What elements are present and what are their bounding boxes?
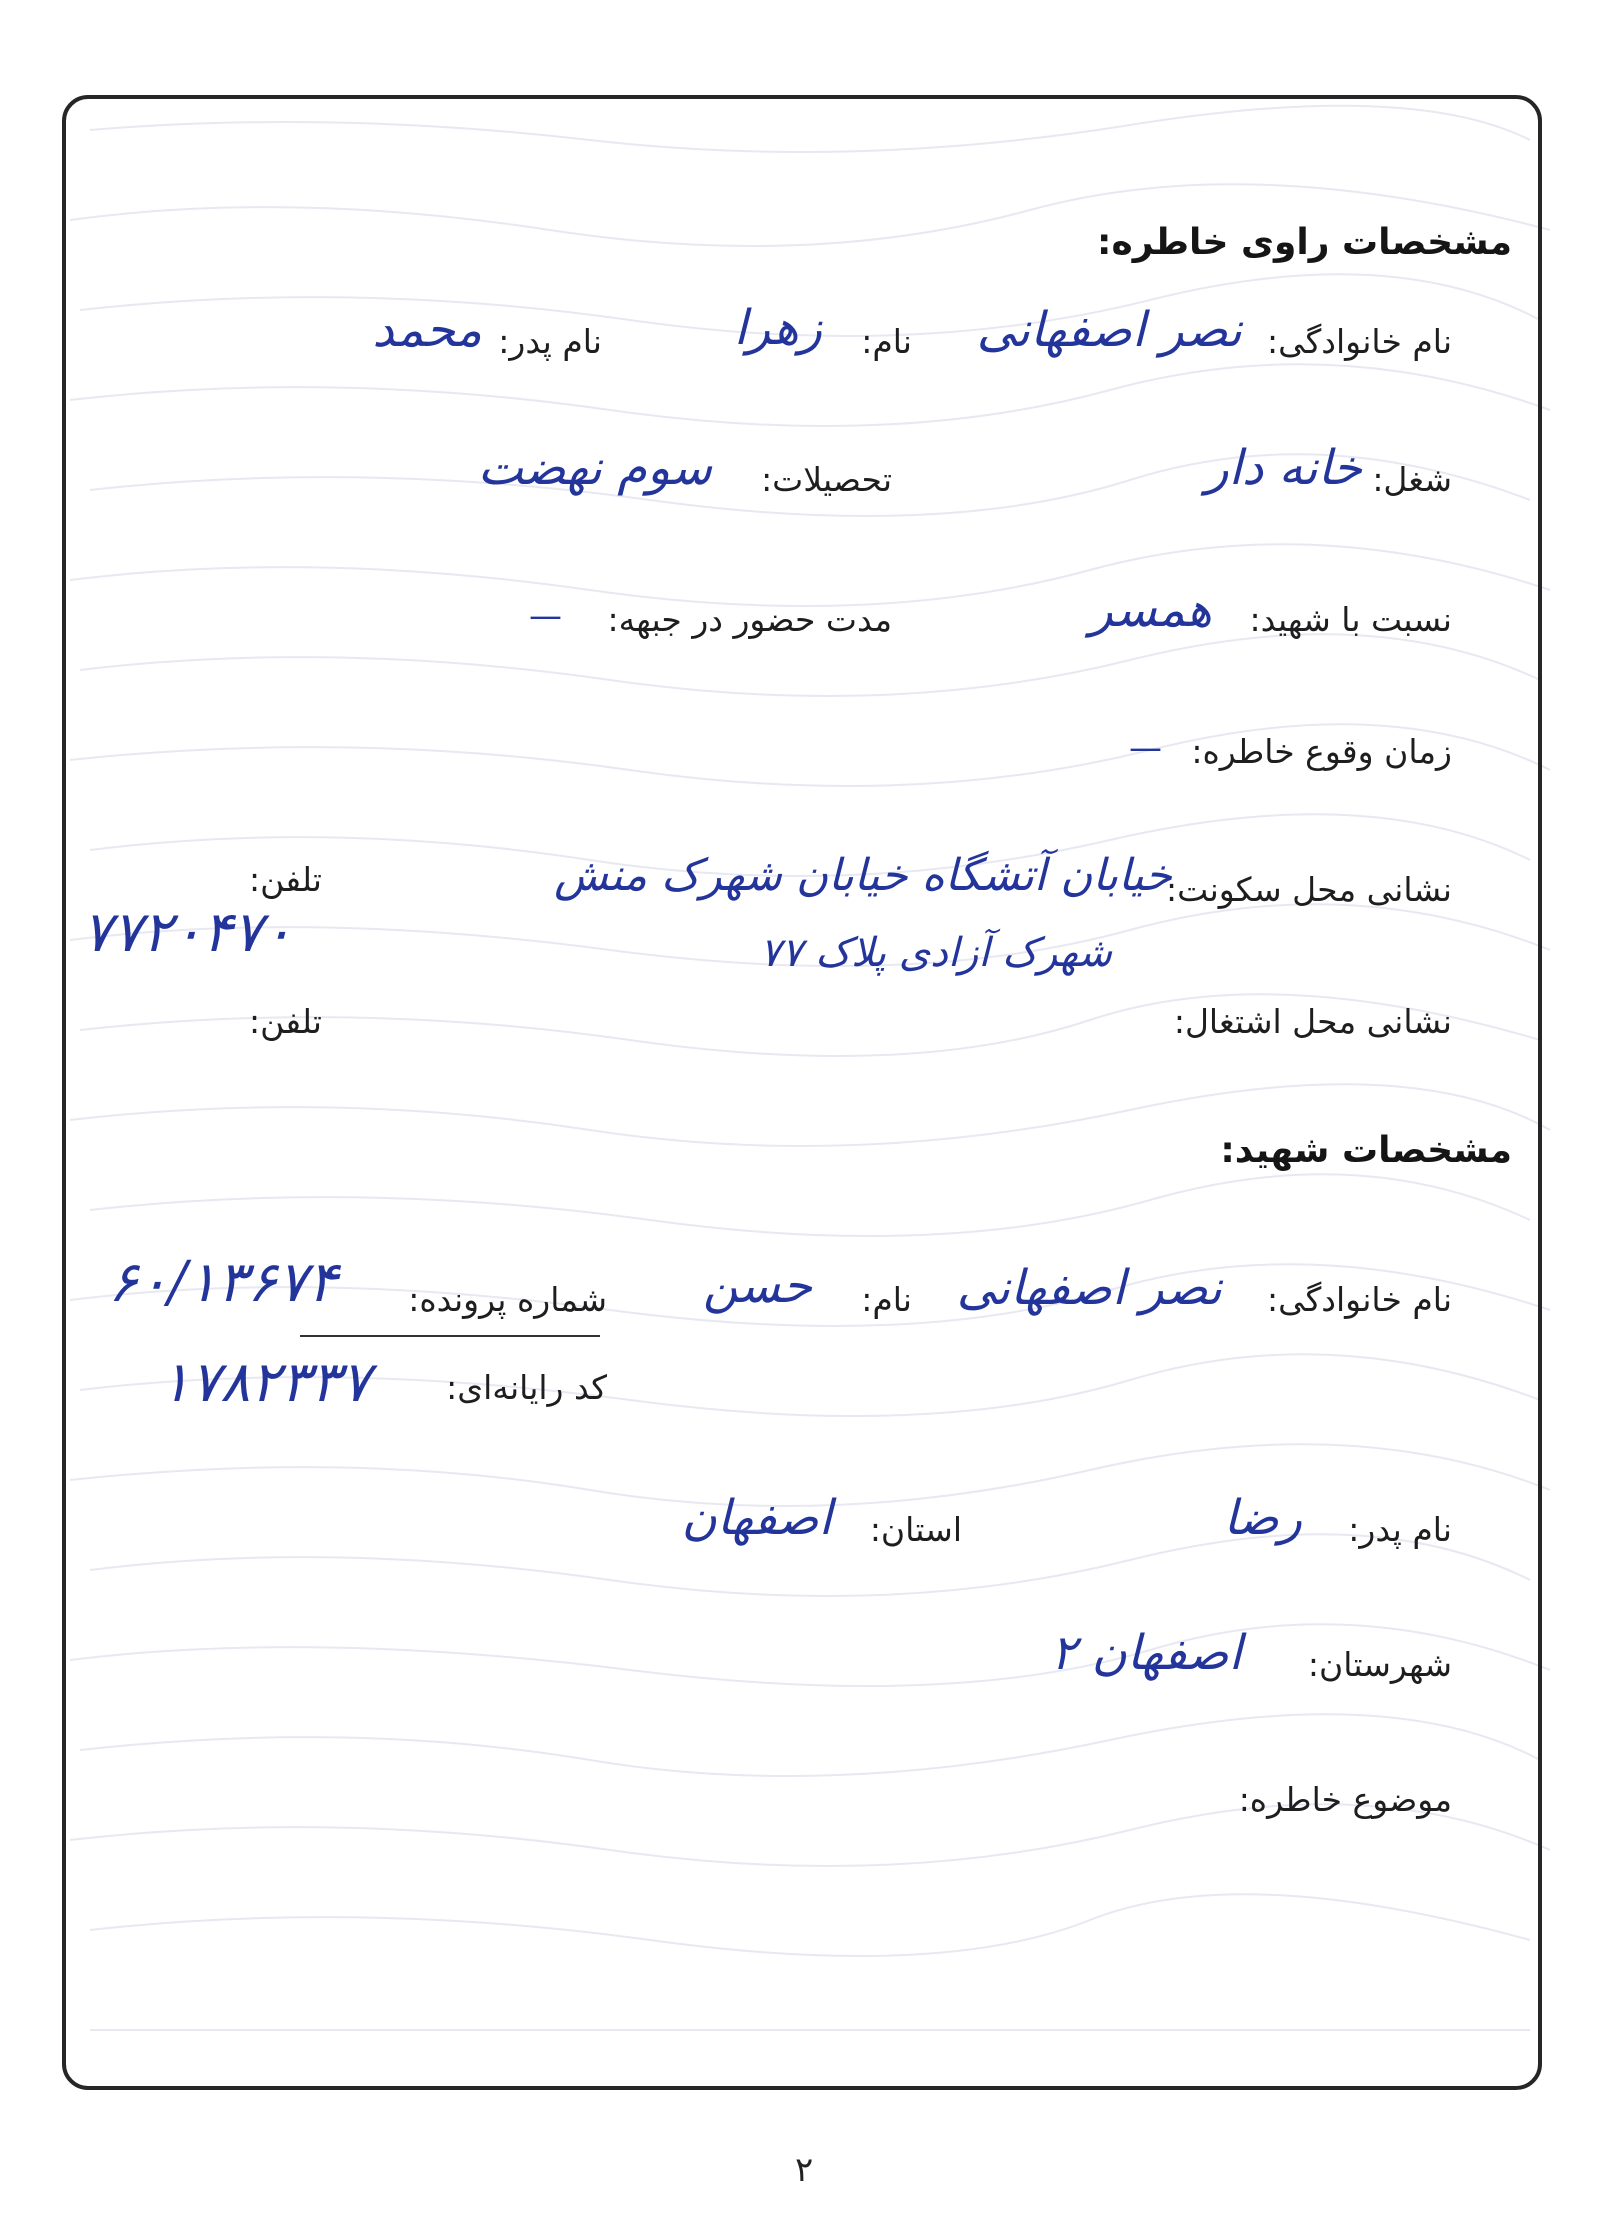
narrator-home-phone-label: تلفن: xyxy=(248,860,322,899)
narrator-name-value: زهرا xyxy=(733,300,822,356)
narrator-home-phone-value: ۷۷۲۰۴۷۰ xyxy=(82,900,293,965)
martyr-topic-label: موضوع خاطره: xyxy=(1238,1780,1452,1819)
narrator-work-phone-label: تلفن: xyxy=(248,1002,322,1041)
martyr-family-name-label: نام خانوادگی: xyxy=(1266,1280,1452,1319)
narrator-time-label: زمان وقوع خاطره: xyxy=(1191,732,1452,771)
martyr-city-label: شهرستان: xyxy=(1307,1645,1452,1684)
martyr-city-value: اصفهان ۲ xyxy=(1050,1625,1242,1681)
narrator-work-address-label: نشانی محل اشتغال: xyxy=(1173,1002,1452,1041)
narrator-front-duration-value: — xyxy=(529,596,562,635)
narrator-education-value: سوم نهضت xyxy=(477,440,712,496)
narrator-relation-label: نسبت با شهید: xyxy=(1249,600,1452,639)
martyr-computer-code-label: کد رایانه‌ای: xyxy=(446,1368,607,1407)
narrator-relation-value: همسر xyxy=(1089,582,1212,638)
martyr-province-value: اصفهان xyxy=(681,1490,832,1546)
martyr-computer-code-value: ۱۷۸۲۳۳۷ xyxy=(160,1350,371,1415)
martyr-name-value: حسن xyxy=(702,1258,812,1314)
narrator-front-duration-label: مدت حضور در جبهه: xyxy=(607,600,892,639)
martyr-file-number-value: ۶۰/۱۳۶۷۴ xyxy=(108,1250,338,1315)
narrator-time-value: — xyxy=(1129,728,1162,767)
narrator-family-name-value: نصر اصفهانی xyxy=(976,302,1242,358)
narrator-home-address-line1: خیابان آتشگاه خیابان شهرک منش xyxy=(554,850,1172,901)
narrator-section-heading: مشخصات راوی خاطره: xyxy=(1097,222,1512,263)
martyr-father-label: نام پدر: xyxy=(1348,1510,1452,1549)
martyr-name-label: نام: xyxy=(861,1280,912,1319)
martyr-father-value: رضا xyxy=(1223,1490,1302,1546)
narrator-father-value: محمد xyxy=(372,302,482,358)
martyr-file-number-label: شماره پرونده: xyxy=(408,1280,607,1319)
narrator-father-label: نام پدر: xyxy=(498,322,602,361)
narrator-name-label: نام: xyxy=(861,322,912,361)
narrator-job-value: خانه دار xyxy=(1205,440,1362,496)
narrator-education-label: تحصیلات: xyxy=(761,460,892,499)
narrator-family-name-label: نام خانوادگی: xyxy=(1266,322,1452,361)
page-number: ۲ xyxy=(795,2150,814,2190)
martyr-province-label: استان: xyxy=(869,1510,962,1549)
martyr-section-heading: مشخصات شهید: xyxy=(1220,1130,1512,1171)
narrator-home-address-line2: شهرک آزادی پلاک ۷۷ xyxy=(759,930,1112,976)
file-number-underline xyxy=(300,1335,600,1337)
narrator-home-address-label: نشانی محل سکونت: xyxy=(1166,870,1452,909)
narrator-job-label: شغل: xyxy=(1372,460,1452,499)
martyr-family-name-value: نصر اصفهانی xyxy=(956,1260,1222,1316)
